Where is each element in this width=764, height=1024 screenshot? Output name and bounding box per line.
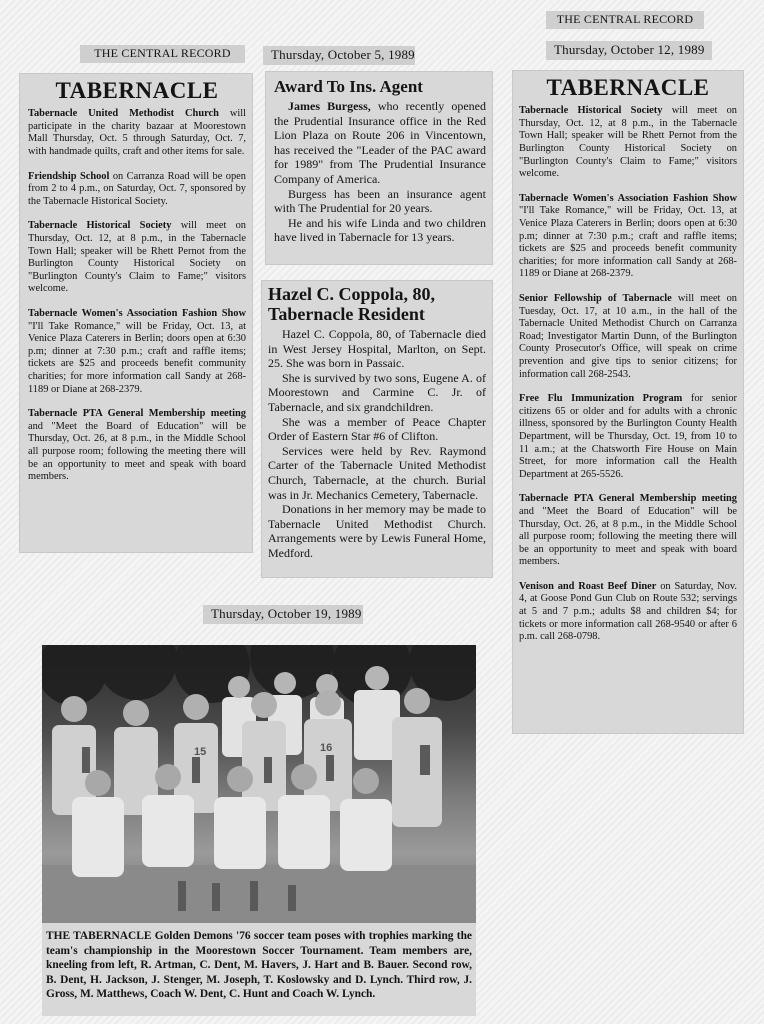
left-column-item-text: will participate in the charity bazaar at Moorestown Mall Thursday, Oct. 5 through Saturday, Oct. 7, with handmade quilts, craft and other items for sale. <box>28 108 246 158</box>
right-column-item-lead: Tabernacle Historical Society <box>519 105 663 117</box>
right-column-item-text: on Saturday, Nov. 4, at Goose Pond Gun Club on Route 532; servings at 5 and 7 p.m.; adults $8 and children $4; for tickets or more information call 268-9540 or after 6 p.m. call 268-0798. <box>519 580 737 643</box>
award-article <box>266 72 492 264</box>
right-column-heading: TABERNACLE <box>546 75 710 100</box>
obituary-paragraph: She is survived by two sons, Eugene A. of Moorestown and Carmine C. Jr. of Tabernacle, and six grandchildren. <box>268 370 486 414</box>
team-photo-clipping <box>42 645 476 1016</box>
left-column-item-text: and "Meet the Board of Education" will be Thursday, Oct. 26, at 8 p.m., in the Middle School all purpose room; following the meeting there will be an opportunity to meet and speak with board members. <box>28 420 246 483</box>
left-column-item-lead: Tabernacle United Methodist Church <box>28 108 219 120</box>
photo-caption: THE TABERNACLE Golden Demons '76 soccer team poses with trophies marking the team's championship in the Moorestown Soccer Tournament. Team members are, kneeling from left, R. Artman, C. Dent, M. Havers, J. Hart and B. Bauer. Second row, B. Dent, H. Jackson, J. Stenger, M. Joseph, T. Koslowsky and D. Lynch. Third row, J. Gross, M. Matthews, Coach W. Dent, C. Hunt and Coach W. Lynch. <box>46 930 472 1001</box>
left-column-item <box>28 308 246 396</box>
paper-label-right: THE CENTRAL RECORD <box>546 11 704 29</box>
award-body <box>274 99 486 245</box>
right-column-item-lead: Venison and Roast Beef Diner <box>519 580 657 592</box>
team-photo <box>42 645 476 923</box>
award-paragraph-item-lead: James Burgess, <box>288 99 371 113</box>
award-paragraph-item-text: who recently opened the Prudential Insurance office in the Red Lion Plaza on Route 206 in Vincentown, has received the "Leader of the PAC award for 1989" from The Prudential Insurance Company of America. <box>274 99 486 186</box>
right-column-item-text: "I'll Take Romance," will be Friday, Oct. 13, at Venice Plaza Caterers in Berlin; doors open at 6:30 p.m; dinner at 7:30 p.m.; craft and raffle items; tickets are $25 and proceeds benefit community charities; for more information call Sandy at 268-1189 or Diane at 268-2379. <box>519 205 737 280</box>
right-column-item-lead: Senior Fellowship of Tabernacle <box>519 293 672 305</box>
award-title: Award To Ins. Agent <box>274 77 423 96</box>
award-paragraph-item-text: Burgess has been an insurance agent with The Prudential for 20 years. <box>274 186 486 216</box>
award-paragraph-item <box>274 187 486 216</box>
team-photo-illustration <box>42 645 476 923</box>
left-column-item-text: "I'll Take Romance," will be Friday, Oct. 13, at Venice Plaza Caterers in Berlin; doors open at 6:30 p.m; dinner at 7:30 p.m.; craft and raffle items; tickets are $25 and proceeds benefit community charities; for more information call Sandy at 268-1189 or Diane at 268-2379. <box>28 320 246 395</box>
left-column-heading: TABERNACLE <box>55 78 219 103</box>
right-column-item <box>519 393 737 481</box>
right-column-item-text: will meet on Tuesday, Oct. 17, at 10 a.m., in the hall of the Tabernacle United Methodist Church on Carranza Road; Investigator Martin Dunn, of the Burlington County Prosecutor's Office, will speak on crime prevention and give tips to senior citizens; for information call 268-2543. <box>519 293 737 380</box>
right-column-item-text: will meet on Thursday, Oct. 12, at 8 p.m., in the Tabernacle Town Hall; speaker will be Rhett Pernot from the Burlington County Historical Society on "Burlington County's Claim to Fame;" visitors welcome. <box>519 105 737 180</box>
obituary-paragraph: Services were held by Rev. Raymond Carter of the Tabernacle United Methodist Church, Tabernacle, at the church. Burial was in Jr. Mechanics Cemetery, Tabernacle. <box>268 443 486 502</box>
left-column-item-lead: Friendship School <box>28 170 110 182</box>
right-column-item-lead: Tabernacle PTA General Membership meeting <box>519 493 737 505</box>
right-column-item <box>519 493 737 569</box>
date-label-photo: Thursday, October 19, 1989 <box>203 605 363 624</box>
obituary-paragraph: Donations in her memory may be made to Tabernacle United Methodist Church. Arrangements were by Lewis Funeral Home, Medford. <box>268 502 486 560</box>
date-label-right: Thursday, October 12, 1989 <box>546 41 712 60</box>
date-label-left: Thursday, October 5, 1989 <box>263 46 415 65</box>
jersey-number-15: 15 <box>194 746 207 758</box>
left-column-item <box>28 108 246 158</box>
award-paragraph-item <box>274 216 486 245</box>
right-column-items <box>519 105 737 644</box>
award-paragraph-item <box>274 99 486 187</box>
obituary-article <box>262 281 492 577</box>
obituary-paragraph: She was a member of Peace Chapter Order of Eastern Star #6 of Clifton. <box>268 414 486 444</box>
award-paragraph-item-text: He and his wife Linda and two children have lived in Tabernacle for 13 years. <box>274 215 486 245</box>
left-column-item-text: on Carranza Road will be open from 2 to 4 p.m., on Saturday, Oct. 7, sponsored by the Tabernacle Historical Society. <box>28 170 246 207</box>
left-column-item-lead: Tabernacle Women's Association Fashion Show <box>28 308 246 320</box>
left-column-item-text: will meet on Thursday, Oct. 12, at 8 p.m., in the Tabernacle Town Hall; speaker will be Rhett Pernot from the Burlington County Historical Society on "Burlington County's Claim to Fame;" visitors welcome. <box>28 220 246 295</box>
right-column-item <box>519 293 737 381</box>
paper-label-left: THE CENTRAL RECORD <box>80 45 245 63</box>
right-tabernacle-column <box>513 71 743 733</box>
right-column-item-text: and "Meet the Board of Education" will be Thursday, Oct. 26, at 8 p.m., in the Middle School all purpose room; following the meeting there will be an opportunity to meet and speak with board members. <box>519 505 737 568</box>
left-column-item <box>28 408 246 484</box>
left-tabernacle-column <box>20 74 252 552</box>
obituary-body <box>268 327 486 561</box>
obituary-title-line1: Hazel C. Coppola, 80, <box>268 284 436 304</box>
left-column-item <box>28 220 246 296</box>
right-column-item <box>519 581 737 644</box>
left-column-item-lead: Tabernacle Historical Society <box>28 220 172 232</box>
obituary-title-line2: Tabernacle Resident <box>268 304 425 324</box>
right-column-item-lead: Free Flu Immunization Program <box>519 393 683 405</box>
left-column-items <box>28 108 246 483</box>
right-column-item <box>519 105 737 181</box>
obituary-paragraph: Hazel C. Coppola, 80, of Tabernacle died in West Jersey Hospital, Marlton, on Sept. 25. She was born in Passaic. <box>268 327 486 371</box>
left-column-item <box>28 171 246 209</box>
jersey-number-16: 16 <box>320 742 333 754</box>
left-column-item-lead: Tabernacle PTA General Membership meeting <box>28 408 246 420</box>
right-column-item-text: for senior citizens 65 or older and for adults with a chronic illness, sponsored by the Burlington County Health Department, will be Thursday, Oct. 19, from 10 to 11 a.m.; at the Chatsworth Fire House on Main Street, for more information call the Health Department at 265-5526. <box>519 393 737 480</box>
right-column-item-lead: Tabernacle Women's Association Fashion Show <box>519 192 737 204</box>
right-column-item <box>519 193 737 281</box>
